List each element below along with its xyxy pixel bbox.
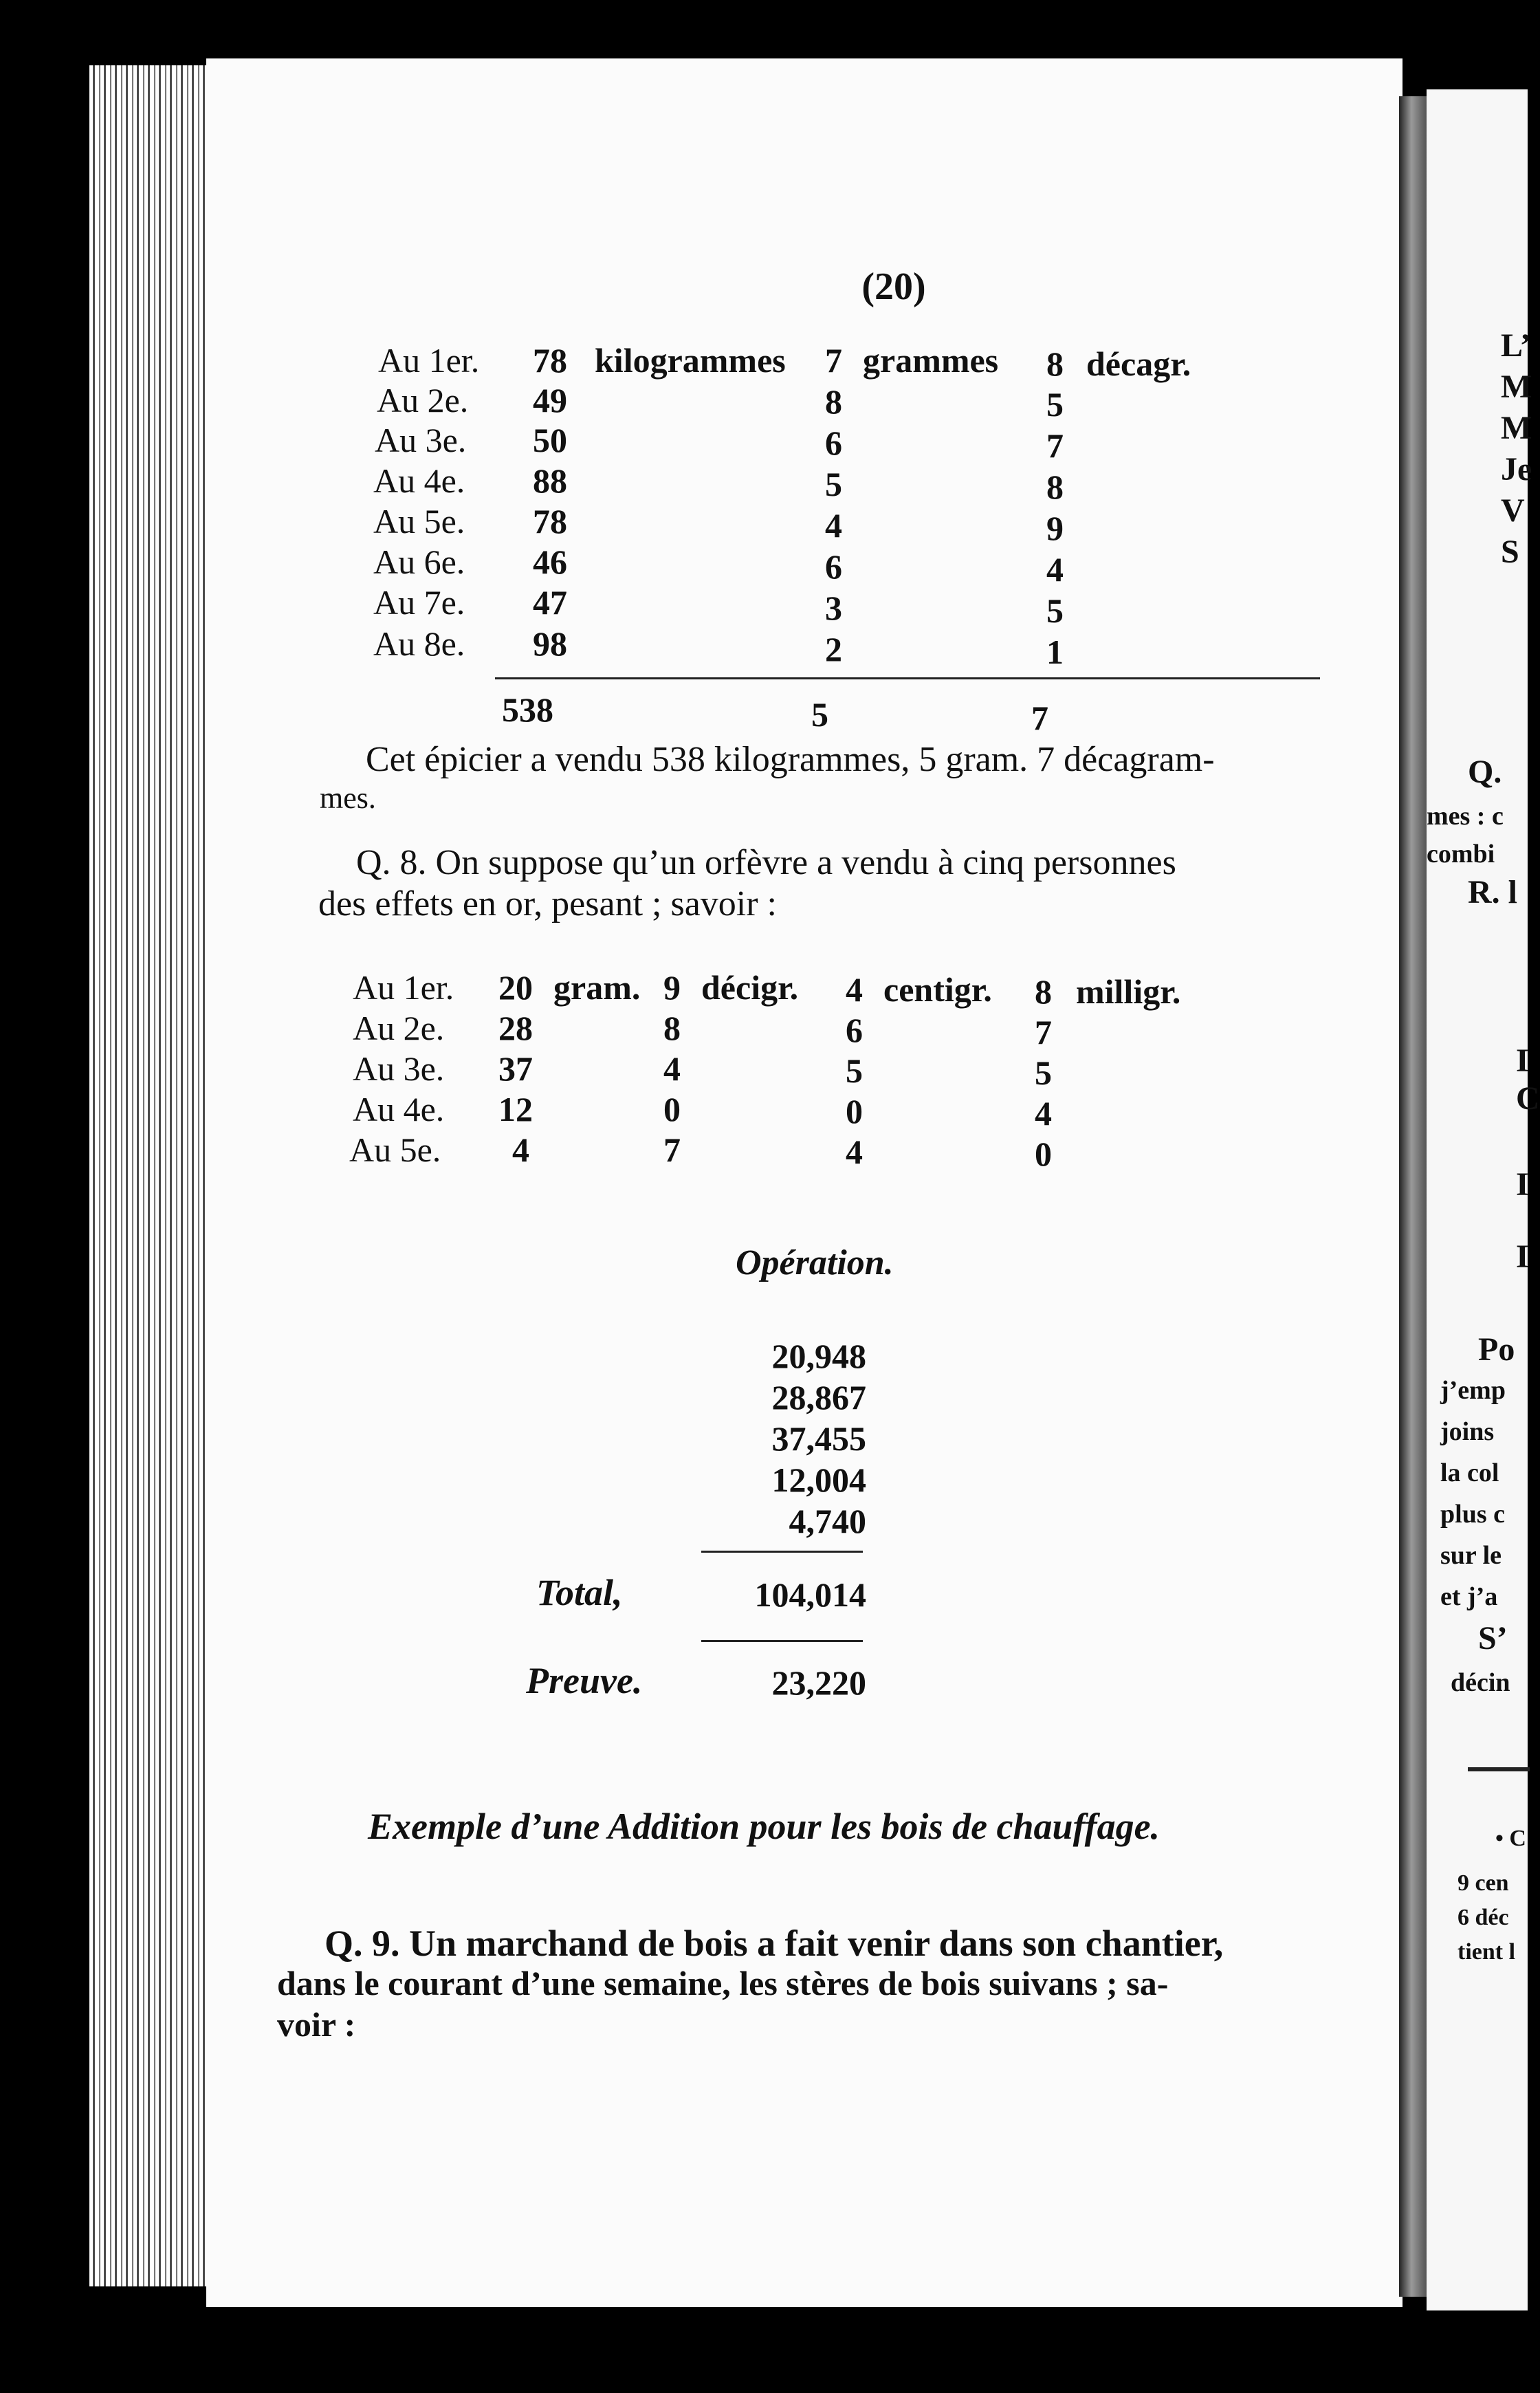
centigram-value: 0 (846, 1092, 863, 1130)
kg-value: 78 (533, 341, 567, 380)
next-page-text: la col (1440, 1458, 1499, 1487)
operation-value: 12,004 (771, 1461, 866, 1499)
next-page-text: • C (1495, 1826, 1526, 1851)
kg-value: 46 (533, 543, 567, 581)
question-9-line1: Q. 9. Un marchand de bois a fait venir dans son chantier, (324, 1923, 1224, 1964)
dag-value: 8 (1046, 468, 1064, 506)
milligram-value: 8 (1035, 972, 1052, 1011)
milligram-value: 4 (1035, 1094, 1052, 1133)
ordinal: Au 2e. (353, 1009, 445, 1047)
next-page-text: et j’a (1440, 1582, 1498, 1611)
ordinal: Au 5e. (373, 502, 465, 540)
next-page-text: Je (1501, 451, 1532, 488)
question-8-line1: Q. 8. On suppose qu’un orfèvre a vendu à cinq personnes (356, 843, 1176, 882)
book-gutter (1399, 96, 1430, 2297)
next-page-fragment (1427, 89, 1540, 2310)
next-page-text: M (1501, 410, 1532, 446)
next-page-text: C (1516, 1080, 1540, 1117)
decigram-value: 7 (663, 1130, 681, 1169)
dag-value: 4 (1046, 550, 1064, 589)
next-page-text: mes : c (1427, 802, 1504, 831)
next-page-text: sur le (1440, 1541, 1502, 1570)
dag-value: 9 (1046, 509, 1064, 547)
footnote-rule (1468, 1767, 1530, 1771)
g-value: 7 (825, 341, 842, 380)
question-9-line2: dans le courant d’une semaine, les stères de bois suivans ; sa- (277, 1964, 1169, 2002)
gram-value: 12 (498, 1090, 533, 1128)
next-page-text: S (1501, 534, 1519, 570)
gram-value: 28 (498, 1009, 533, 1047)
next-page-text: plus c (1440, 1500, 1505, 1529)
milligram-value: 0 (1035, 1135, 1052, 1173)
g-value: 8 (825, 382, 842, 421)
kg-value: 88 (533, 461, 567, 500)
ordinal: Au 3e. (353, 1049, 445, 1088)
question-8-line2: des effets en or, pesant ; savoir : (318, 884, 777, 924)
operation-value: 37,455 (771, 1419, 866, 1458)
g-value: 6 (825, 547, 842, 586)
next-page-text: M (1501, 369, 1532, 405)
unit-gram: gram. (553, 968, 641, 1007)
ordinal: Au 4e. (373, 461, 465, 500)
proof-rule (701, 1640, 863, 1642)
total-dag: 7 (1031, 699, 1048, 737)
next-page-text: R. l (1468, 874, 1517, 910)
centigram-value: 4 (846, 970, 863, 1009)
ordinal: Au 1er. (353, 968, 454, 1007)
ordinal: Au 3e. (375, 421, 467, 459)
next-page-text: L’ (1501, 327, 1531, 364)
kg-value: 98 (533, 624, 567, 663)
g-value: 5 (825, 465, 842, 503)
gram-value: 4 (512, 1130, 529, 1169)
unit-dag: décagr. (1086, 345, 1191, 383)
decigram-value: 9 (663, 968, 681, 1007)
unit-centigram: centigr. (883, 970, 992, 1009)
question-9-line3: voir : (277, 2005, 356, 2044)
unit-decigram: décigr. (701, 968, 799, 1007)
ordinal: Au 2e. (377, 381, 469, 419)
ordinal: Au 1er. (378, 341, 480, 380)
dag-value: 5 (1046, 591, 1064, 630)
next-page-text: combi (1427, 840, 1495, 868)
sales-summary-line1: Cet épicier a vendu 538 kilogrammes, 5 gram. 7 décagram- (366, 740, 1215, 779)
next-page-text: Q. (1468, 754, 1502, 790)
next-page-text: j’emp (1440, 1376, 1506, 1405)
dag-value: 7 (1046, 426, 1064, 465)
unit-kg: kilogrammes (595, 341, 786, 380)
g-value: 3 (825, 589, 842, 627)
next-page-text: S’ (1478, 1620, 1508, 1657)
next-page-text: 9 cen (1458, 1870, 1509, 1896)
g-value: 4 (825, 506, 842, 545)
centigram-value: 6 (846, 1011, 863, 1049)
ordinal: Au 5e. (349, 1130, 441, 1169)
milligram-value: 7 (1035, 1013, 1052, 1051)
page-edges (89, 65, 213, 2286)
proof-label: Preuve. (526, 1660, 643, 1701)
ordinal: Au 7e. (373, 583, 465, 622)
operation-sum-rule (701, 1551, 863, 1553)
decigram-value: 0 (663, 1090, 681, 1128)
total-label: Total, (536, 1572, 623, 1613)
next-page-text: 6 déc (1458, 1905, 1509, 1930)
decigram-value: 4 (663, 1049, 681, 1088)
example-heading: Exemple d’une Addition pour les bois de chauffage. (368, 1806, 1160, 1847)
decigram-value: 8 (663, 1009, 681, 1047)
dag-value: 1 (1046, 633, 1064, 671)
proof-value: 23,220 (771, 1663, 866, 1702)
ordinal: Au 4e. (353, 1090, 445, 1128)
total-value: 104,014 (754, 1575, 866, 1614)
operation-value: 20,948 (771, 1337, 866, 1375)
next-page-text: décin (1451, 1668, 1510, 1697)
kg-value: 47 (533, 583, 567, 622)
centigram-value: 5 (846, 1051, 863, 1090)
dag-value: 8 (1046, 345, 1064, 383)
gram-value: 20 (498, 968, 533, 1007)
operation-value: 4,740 (789, 1502, 866, 1540)
book-page (206, 58, 1402, 2307)
g-value: 2 (825, 630, 842, 668)
next-page-text: I (1516, 1238, 1529, 1275)
page-number: (20) (861, 265, 926, 308)
total-g: 5 (811, 695, 828, 734)
operation-title: Opération. (736, 1243, 894, 1282)
next-page-text: I (1516, 1042, 1529, 1079)
dag-value: 5 (1046, 385, 1064, 424)
next-page-text: joins (1440, 1417, 1495, 1446)
next-page-text: tient l (1458, 1939, 1516, 1965)
next-page-text: V (1501, 492, 1525, 529)
operation-value: 28,867 (771, 1378, 866, 1417)
kg-value: 50 (533, 421, 567, 459)
kg-value: 49 (533, 381, 567, 419)
next-page-text: Po (1478, 1331, 1515, 1368)
ordinal: Au 8e. (373, 624, 465, 663)
unit-milligram: milligr. (1076, 972, 1181, 1011)
centigram-value: 4 (846, 1133, 863, 1171)
table1-sum-rule (495, 677, 1320, 679)
ordinal: Au 6e. (373, 543, 465, 581)
g-value: 6 (825, 424, 842, 462)
sales-summary-line2: mes. (320, 781, 376, 815)
unit-g: grammes (863, 341, 999, 380)
next-page-text: I (1516, 1166, 1529, 1203)
gram-value: 37 (498, 1049, 533, 1088)
milligram-value: 5 (1035, 1053, 1052, 1092)
kg-value: 78 (533, 502, 567, 540)
total-kg: 538 (502, 690, 553, 729)
